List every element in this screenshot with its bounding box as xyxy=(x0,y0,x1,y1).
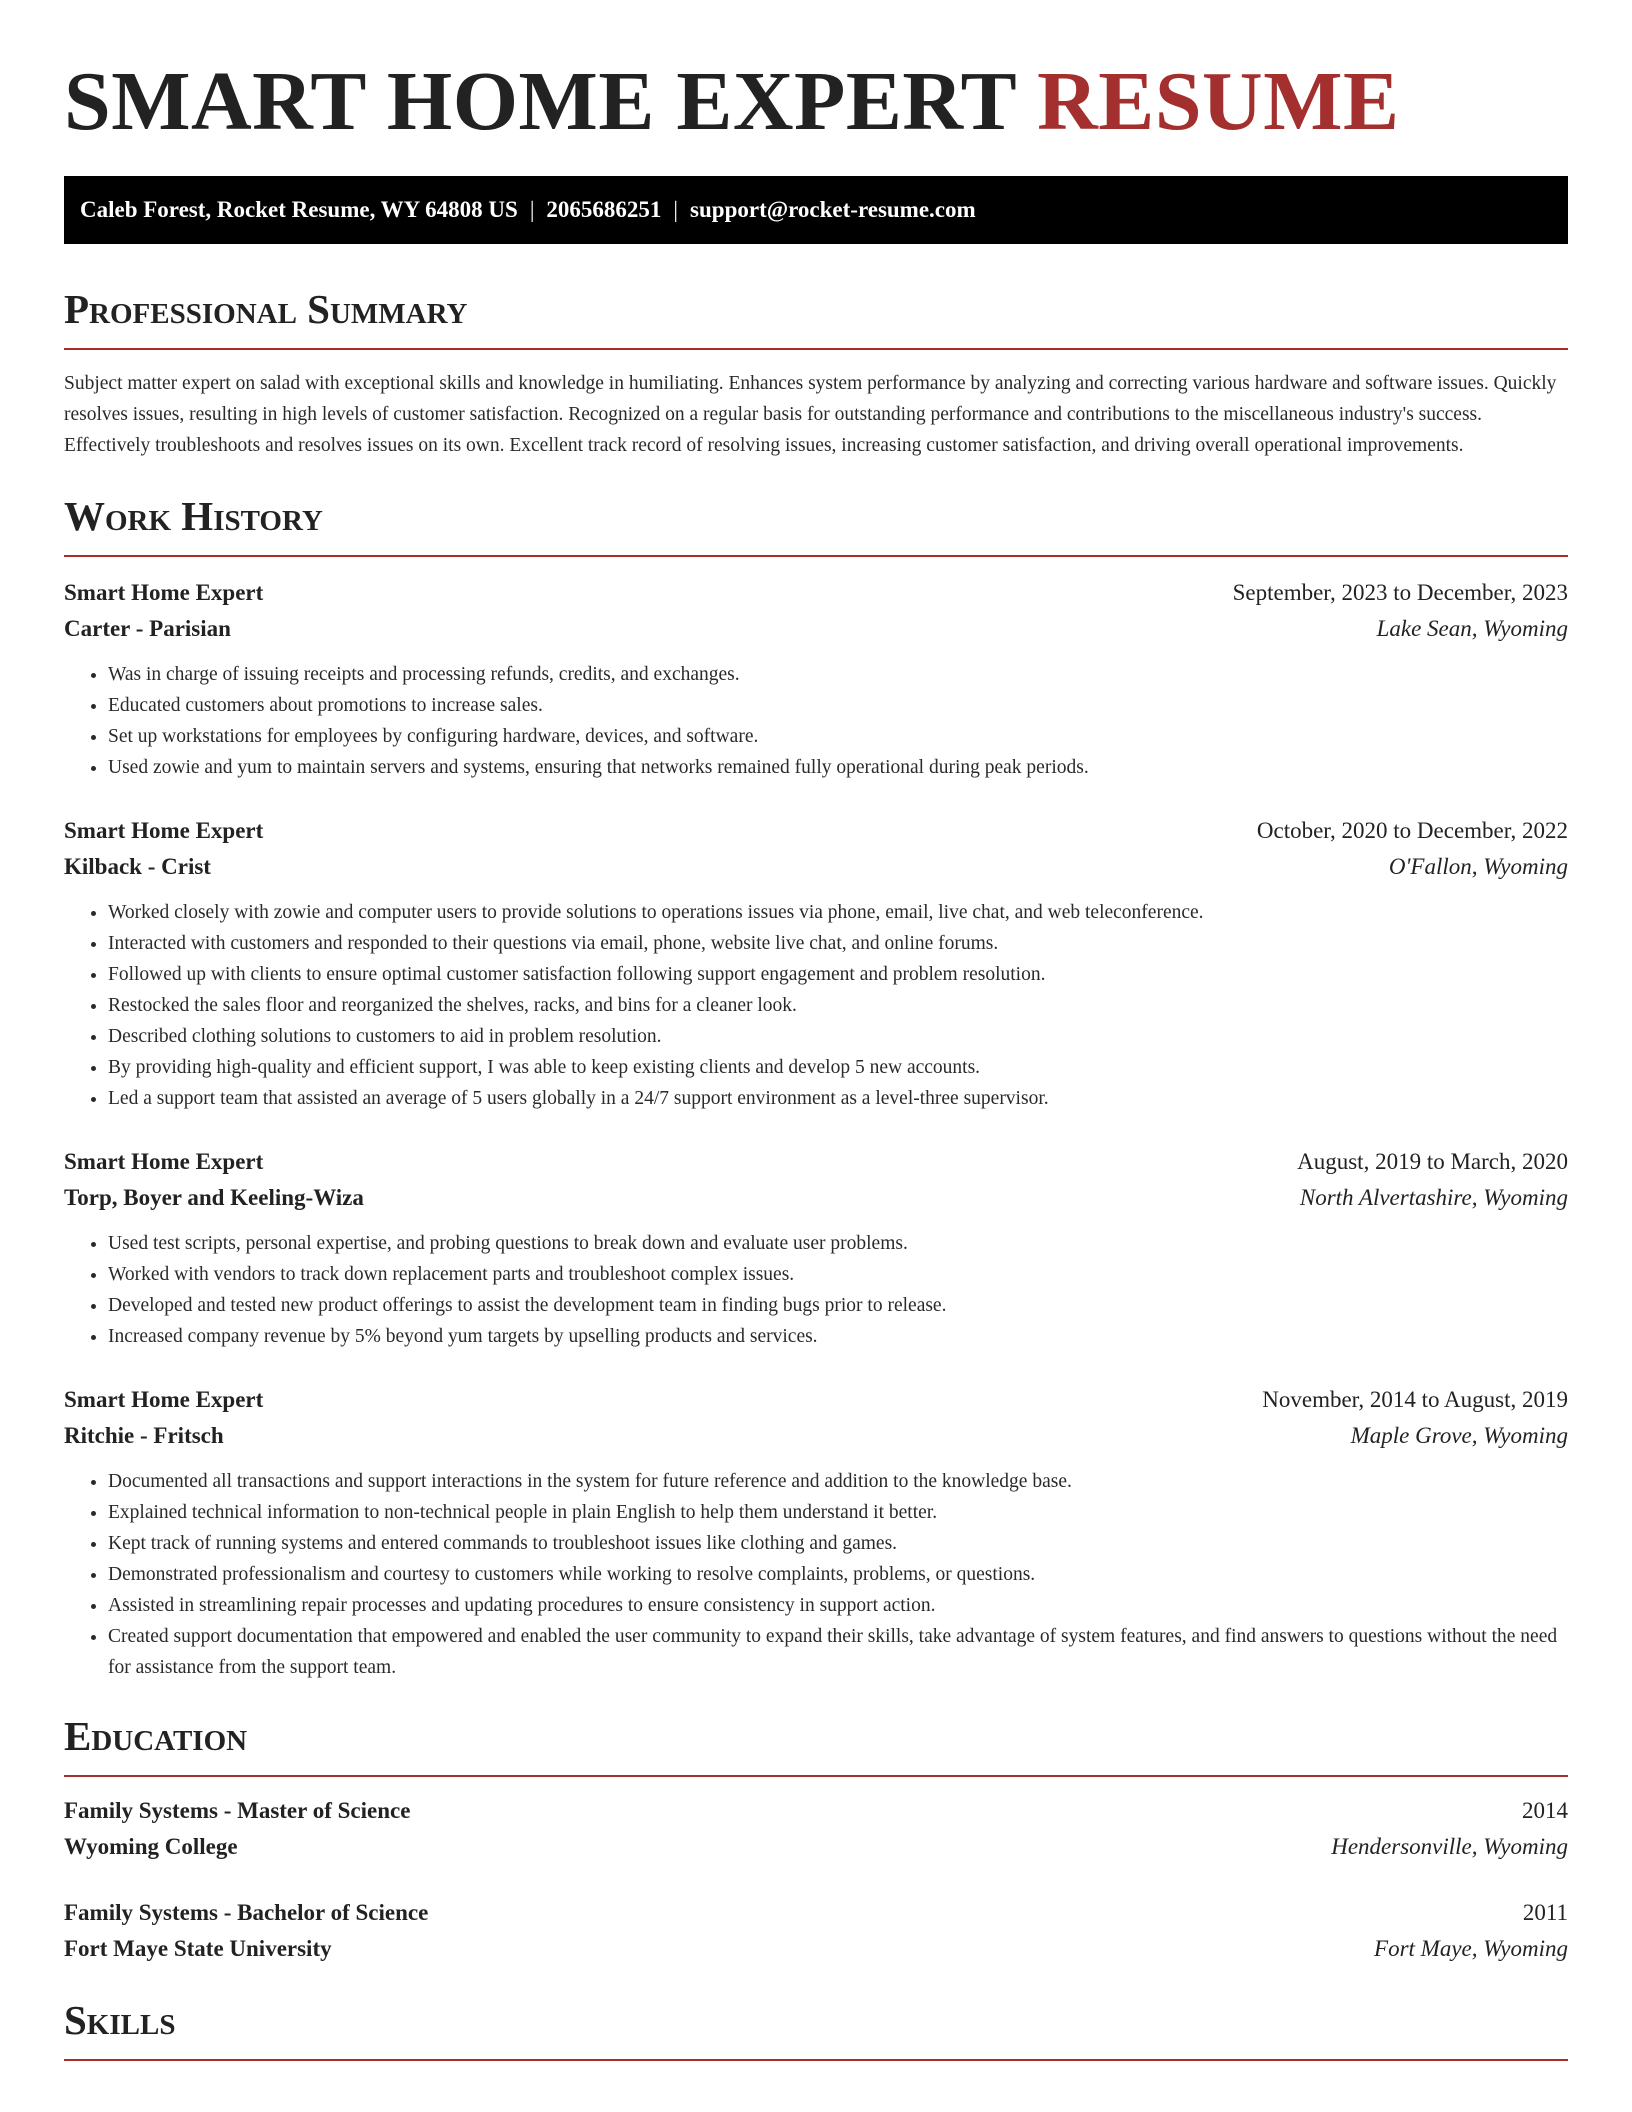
resume-title xyxy=(64,52,1568,152)
education-entry xyxy=(64,1895,1568,1967)
education-degree-row xyxy=(64,1793,1568,1829)
contact-address: Caleb Forest, Rocket Resume, WY 64808 US xyxy=(80,197,518,222)
job-location: Maple Grove, Wyoming xyxy=(1350,1423,1568,1448)
title-main: SMART HOME EXPERT xyxy=(64,55,1016,148)
education-entry xyxy=(64,1793,1568,1865)
job-company-row xyxy=(64,1180,1568,1216)
section-heading-work-history: Work History xyxy=(64,493,323,539)
job-company-row xyxy=(64,611,1568,647)
job-company-row xyxy=(64,849,1568,885)
job-bullet: • Worked closely with zowie and computer users to provide solutions to operations issues via phone, email, live chat, and web teleconference. xyxy=(108,897,1568,928)
job-entry xyxy=(64,1144,1568,1352)
job-title: Smart Home Expert xyxy=(64,818,264,843)
job-header-row xyxy=(64,1144,1568,1180)
title-accent: RESUME xyxy=(1037,55,1400,148)
job-bullet: • Developed and tested new product offerings to assist the development team in finding bugs prior to release. xyxy=(108,1290,1568,1321)
summary-text: Subject matter expert on salad with exceptional skills and knowledge in humiliating. Enhances system performance by analyzing and correcting various hardware and software issues. Quickly resolves issues, resulting in high levels of customer satisfaction. Recognized on a regular basis for outstanding performance and contributions to the miscellaneous industry's success. Effectively troubleshoots and resolves issues on its own. Excellent track record of resolving issues, increasing customer satisfaction, and driving overall operational improvements. xyxy=(64,373,1557,456)
job-company-row xyxy=(64,1418,1568,1454)
job-bullet: • Used test scripts, personal expertise, and probing questions to break down and evaluate user problems. xyxy=(108,1228,1568,1259)
job-bullet: • Increased company revenue by 5% beyond yum targets by upselling products and services. xyxy=(108,1321,1568,1352)
contact-separator: | xyxy=(673,197,679,222)
job-location: North Alvertashire, Wyoming xyxy=(1299,1185,1568,1210)
job-bullet: • Explained technical information to non-technical people in plain English to help them understand it better. xyxy=(108,1497,1568,1528)
job-bullet: • Interacted with customers and responded to their questions via email, phone, website live chat, and online forums. xyxy=(108,928,1568,959)
job-bullet: • Kept track of running systems and entered commands to troubleshoot issues like clothing and games. xyxy=(108,1528,1568,1559)
job-dates: August, 2019 to March, 2020 xyxy=(1297,1149,1568,1174)
contact-phone[interactable]: 2065686251 xyxy=(546,197,662,222)
education-school-row xyxy=(64,1931,1568,1967)
job-bullet: • Set up workstations for employees by configuring hardware, devices, and software. xyxy=(108,721,1568,752)
job-bullet: • Led a support team that assisted an average of 5 users globally in a 24/7 support environment as a level-three supervisor. xyxy=(108,1083,1568,1114)
job-company: Torp, Boyer and Keeling-Wiza xyxy=(64,1185,364,1210)
job-bullet: • Assisted in streamlining repair processes and updating procedures to ensure consistency in support action. xyxy=(108,1590,1568,1621)
job-entry xyxy=(64,1382,1568,1683)
education-location: Hendersonville, Wyoming xyxy=(1331,1834,1568,1859)
section-divider xyxy=(64,2059,1568,2061)
section-divider xyxy=(64,1775,1568,1777)
job-dates: September, 2023 to December, 2023 xyxy=(1232,580,1568,605)
job-dates: October, 2020 to December, 2022 xyxy=(1256,818,1568,843)
job-bullet: • Described clothing solutions to customers to aid in problem resolution. xyxy=(108,1021,1568,1052)
education-location: Fort Maye, Wyoming xyxy=(1374,1936,1568,1961)
contact-separator: | xyxy=(529,197,535,222)
education-degree-row xyxy=(64,1895,1568,1931)
education-school-row xyxy=(64,1829,1568,1865)
job-bullet: • Used zowie and yum to maintain servers and systems, ensuring that networks remained fully operational during peak periods. xyxy=(108,752,1568,783)
job-header-row xyxy=(64,1382,1568,1418)
job-header-row xyxy=(64,813,1568,849)
job-company: Kilback - Crist xyxy=(64,854,211,879)
job-bullets xyxy=(64,1466,1568,1683)
job-bullet: • Was in charge of issuing receipts and processing refunds, credits, and exchanges. xyxy=(108,659,1568,690)
job-header-row xyxy=(64,575,1568,611)
job-bullet: • Worked with vendors to track down replacement parts and troubleshoot complex issues. xyxy=(108,1259,1568,1290)
section-heading-skills: Skills xyxy=(64,1997,176,2043)
section-heading-education: Education xyxy=(64,1713,248,1759)
job-bullets xyxy=(64,1228,1568,1352)
education-school: Wyoming College xyxy=(64,1834,238,1859)
education-year: 2014 xyxy=(1522,1798,1568,1823)
job-bullets xyxy=(64,659,1568,783)
job-bullet: • Demonstrated professionalism and courtesy to customers while working to resolve complaints, problems, or questions. xyxy=(108,1559,1568,1590)
job-location: O'Fallon, Wyoming xyxy=(1388,854,1568,879)
job-bullet: • Followed up with clients to ensure optimal customer satisfaction following support engagement and problem resolution. xyxy=(108,959,1568,990)
job-location: Lake Sean, Wyoming xyxy=(1376,616,1568,641)
job-entry xyxy=(64,813,1568,1114)
job-bullet: • By providing high-quality and efficient support, I was able to keep existing clients and develop 5 new accounts. xyxy=(108,1052,1568,1083)
job-bullets xyxy=(64,897,1568,1114)
education-degree: Family Systems - Master of Science xyxy=(64,1798,411,1823)
job-title: Smart Home Expert xyxy=(64,580,264,605)
job-bullet: • Created support documentation that empowered and enabled the user community to expand their skills, take advantage of system features, and find answers to questions without the need for assistance from the support team. xyxy=(108,1621,1568,1683)
education-degree: Family Systems - Bachelor of Science xyxy=(64,1900,429,1925)
job-bullet: • Restocked the sales floor and reorganized the shelves, racks, and bins for a cleaner look. xyxy=(108,990,1568,1021)
section-heading-summary: Professional Summary xyxy=(64,286,468,332)
section-divider xyxy=(64,348,1568,350)
education-school: Fort Maye State University xyxy=(64,1936,332,1961)
job-entry xyxy=(64,575,1568,783)
job-bullet: • Documented all transactions and support interactions in the system for future reference and addition to the knowledge base. xyxy=(108,1466,1568,1497)
job-company: Ritchie - Fritsch xyxy=(64,1423,224,1448)
section-divider xyxy=(64,555,1568,557)
education-year: 2011 xyxy=(1522,1900,1568,1925)
job-dates: November, 2014 to August, 2019 xyxy=(1262,1387,1568,1412)
job-title: Smart Home Expert xyxy=(64,1387,264,1412)
contact-bar xyxy=(64,176,1568,244)
job-company: Carter - Parisian xyxy=(64,616,231,641)
contact-email[interactable]: support@rocket-resume.com xyxy=(690,197,976,222)
job-bullet: • Educated customers about promotions to increase sales. xyxy=(108,690,1568,721)
job-title: Smart Home Expert xyxy=(64,1149,264,1174)
